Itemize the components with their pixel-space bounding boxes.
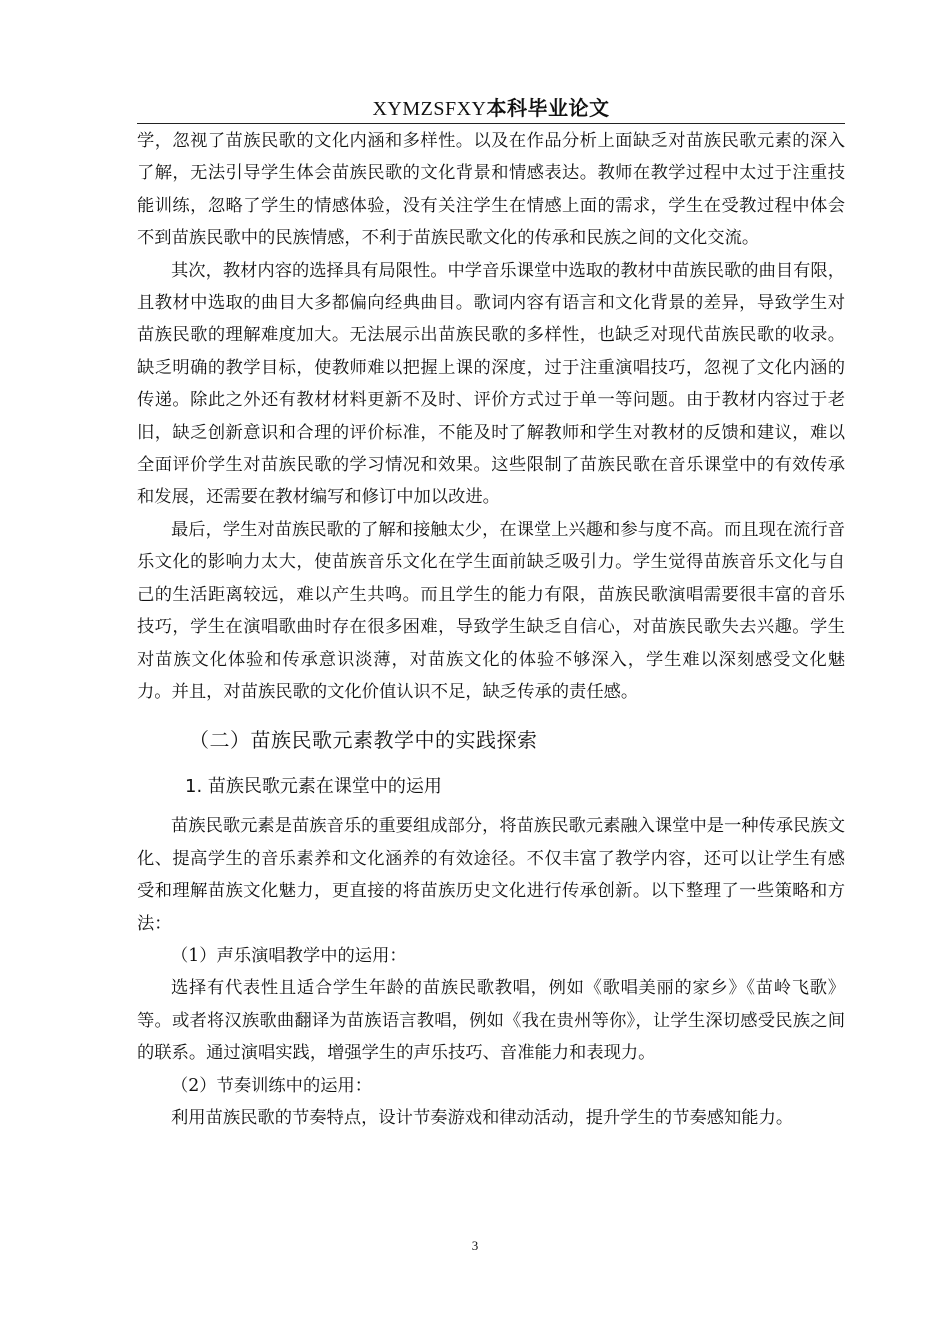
paragraph-continuation: 学，忽视了苗族民歌的文化内涵和多样性。以及在作品分析上面缺乏对苗族民歌元素的深入了解，无法引导学生体会苗族民歌的文化背景和情感表达。教师在教学过程中太过于注重技能训练，忽略了学生的情感体验，没有关注学生在情感上面的需求，学生在受教过程中体会不到苗族民歌中的民族情感，不利于苗族民歌文化的传承和民族之间的文化交流。 <box>137 131 845 249</box>
header-title: 本科毕业论文 <box>486 96 610 120</box>
list-item-body-vocal: 选择有代表性且适合学生年龄的苗族民歌教唱，例如《歌唱美丽的家乡》《苗岭飞歌》等。或者将汉族歌曲翻译为苗族语言教唱，例如《我在贵州等你》，让学生深切感受民族之间的联系。通过演唱实践，增强学生的声乐技巧、音准能力和表现力。 <box>137 978 845 1064</box>
page-number: 3 <box>471 1238 479 1253</box>
header-divider <box>137 123 845 124</box>
body-content <box>137 125 845 1134</box>
section-heading: （二）苗族民歌元素教学中的实践探索 <box>189 728 538 753</box>
list-item-title-vocal: （1）声乐演唱教学中的运用： <box>171 945 407 966</box>
list-item-title-rhythm: （2）节奏训练中的运用： <box>171 1075 373 1096</box>
list-item-body-rhythm: 利用苗族民歌的节奏特点，设计节奏游戏和律动活动，提升学生的节奏感知能力。 <box>171 1107 794 1128</box>
paragraph-practice-intro: 苗族民歌元素是苗族音乐的重要组成部分，将苗族民歌元素融入课堂中是一种传承民族文化、提高学生的音乐素养和文化涵养的有效途径。不仅丰富了教学内容，还可以让学生有感受和理解苗族文化魅力，更直接的将苗族历史文化进行传承创新。以下整理了一些策略和方法： <box>137 816 845 934</box>
paragraph-final-issue: 最后，学生对苗族民歌的了解和接触太少，在课堂上兴趣和参与度不高。而且现在流行音乐文化的影响力太大，使苗族音乐文化在学生面前缺乏吸引力。学生觉得苗族音乐文化与自己的生活距离较远，难以产生共鸣。而且学生的能力有限，苗族民歌演唱需要很丰富的音乐技巧，学生在演唱歌曲时存在很多困难，导致学生缺乏自信心，对苗族民歌失去兴趣。学生对苗族文化体验和传承意识淡薄，对苗族文化的体验不够深入，学生难以深刻感受文化魅力。并且，对苗族民歌的文化价值认识不足，缺乏传承的责任感。 <box>137 519 845 702</box>
header-code: XYMZSFXY <box>372 98 487 120</box>
page-header <box>137 94 845 123</box>
paragraph-second-issue: 其次，教材内容的选择具有局限性。中学音乐课堂中选取的教材中苗族民歌的曲目有限，且教材中选取的曲目大多都偏向经典曲目。歌词内容有语言和文化背景的差异，导致学生对苗族民歌的理解难度加大。无法展示出苗族民歌的多样性，也缺乏对现代苗族民歌的收录。缺乏明确的教学目标，使教师难以把握上课的深度，过于注重演唱技巧，忽视了文化内涵的传递。除此之外还有教材材料更新不及时、评价方式过于单一等问题。由于教材内容过于老旧，缺乏创新意识和合理的评价标准，不能及时了解教师和学生对教材的反馈和建议，难以全面评价学生对苗族民歌的学习情况和效果。这些限制了苗族民歌在音乐课堂中的有效传承和发展，还需要在教材编写和修订中加以改进。 <box>137 260 845 508</box>
subsection-heading: 1. 苗族民歌元素在课堂中的运用 <box>185 776 442 798</box>
